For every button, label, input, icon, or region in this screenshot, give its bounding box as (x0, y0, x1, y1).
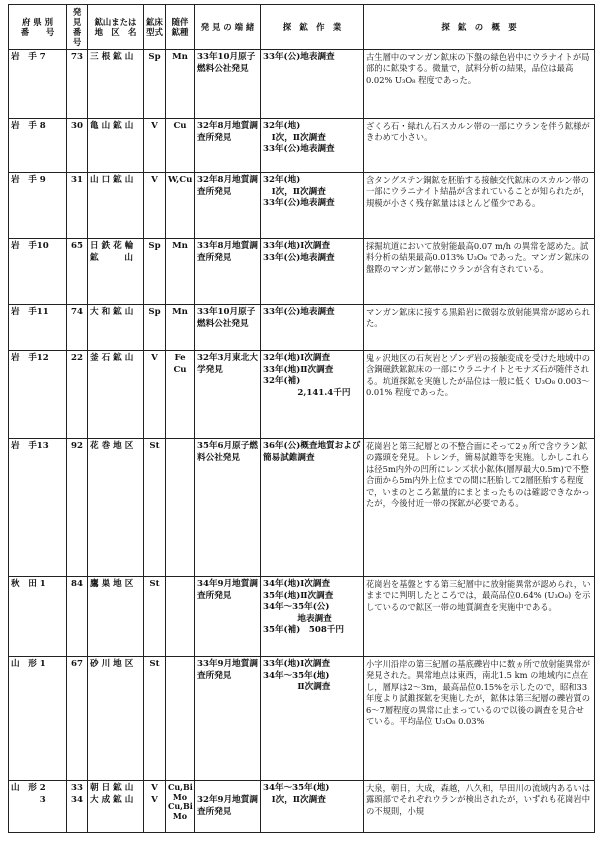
cell-type: V V (144, 781, 166, 833)
cell-origin: 32年9月地質調査所発見 (195, 781, 261, 833)
cell-work: 33年(公)地表調査 (261, 305, 364, 351)
table-row (9, 657, 595, 781)
header-exploration-work: 探 鉱 作 業 (261, 5, 364, 50)
cell-origin: 33年9月地質調査所発見 (195, 657, 261, 781)
cell-type: St (144, 577, 166, 657)
cell-origin: 33年8月地質調査所発見 (195, 239, 261, 305)
cell-pref: 山 形 2 3 (9, 781, 67, 833)
cell-summary: 大泉，朝日，大成，森越，八久和，早田川の流域内あるいは露頭部でそれぞれウランが検出されたが，いずれも花崗岩中の不規則，小規 (364, 781, 595, 833)
uranium-exploration-table (8, 4, 595, 833)
cell-name: 亀 山 鉱 山 (88, 119, 144, 173)
header-deposit-type: 鉱床 型式 (144, 5, 166, 50)
cell-mineral: Cu (166, 119, 195, 173)
cell-pref: 秋 田 1 (9, 577, 67, 657)
header-associated-mineral: 随伴 鉱種 (166, 5, 195, 50)
cell-name: 釜 石 鉱 山 (88, 351, 144, 439)
table-row (9, 50, 595, 119)
cell-pref: 岩 手11 (9, 305, 67, 351)
table-header-row (9, 5, 595, 50)
cell-num: 22 (67, 351, 88, 439)
header-pref-number: 府 県 別 番 号 (9, 5, 67, 50)
cell-origin: 32年8月地質調査所発見 (195, 119, 261, 173)
cell-work: 34年〜35年(地) Ⅰ次，Ⅱ次調査 (261, 781, 364, 833)
cell-type: St (144, 657, 166, 781)
header-exploration-summary: 探 鉱 の 概 要 (364, 5, 595, 50)
cell-pref: 山 形 1 (9, 657, 67, 781)
cell-num: 73 (67, 50, 88, 119)
cell-type: Sp (144, 239, 166, 305)
cell-name: 三 根 鉱 山 (88, 50, 144, 119)
cell-num: 31 (67, 173, 88, 239)
cell-name: 山 口 鉱 山 (88, 173, 144, 239)
cell-pref: 岩 手 8 (9, 119, 67, 173)
cell-num: 92 (67, 439, 88, 577)
cell-work: 36年(公)概査地質および簡易試錐調査 (261, 439, 364, 577)
cell-name: 日 鉄 花 輪 鉱 山 (88, 239, 144, 305)
cell-mineral (166, 439, 195, 577)
cell-num: 33 34 (67, 781, 88, 833)
cell-mineral: W,Cu (166, 173, 195, 239)
cell-type: Sp (144, 305, 166, 351)
cell-pref: 岩 手 7 (9, 50, 67, 119)
cell-name: 砂 川 地 区 (88, 657, 144, 781)
cell-pref: 岩 手 9 (9, 173, 67, 239)
cell-work: 33年(地)Ⅰ次調査 34年〜35年(地) Ⅱ次調査 (261, 657, 364, 781)
cell-pref: 岩 手10 (9, 239, 67, 305)
cell-name: 鷹 巣 地 区 (88, 577, 144, 657)
cell-work: 32年(地)Ⅰ次調査 33年(地)Ⅱ次調査 32年(補) 2,141.4千円 (261, 351, 364, 439)
cell-num: 65 (67, 239, 88, 305)
cell-origin: 34年9月地質調査所発見 (195, 577, 261, 657)
header-mine-name: 鉱山または 地 区 名 (88, 5, 144, 50)
cell-work: 34年(地)Ⅰ次調査 35年(地)Ⅱ次調査 34年〜35年(公) 地表調査 35年(補) 508千円 (261, 577, 364, 657)
cell-type: V (144, 351, 166, 439)
cell-num: 74 (67, 305, 88, 351)
cell-work: 33年(公)地表調査 (261, 50, 364, 119)
table-row (9, 305, 595, 351)
cell-mineral: Mn (166, 305, 195, 351)
cell-name: 朝 日 鉱 山 大 成 鉱 山 (88, 781, 144, 833)
cell-num: 67 (67, 657, 88, 781)
cell-num: 30 (67, 119, 88, 173)
cell-mineral: Fe Cu (166, 351, 195, 439)
header-discovery-origin: 発 見 の 端 緒 (195, 5, 261, 50)
cell-type: Sp (144, 50, 166, 119)
cell-mineral (166, 657, 195, 781)
table-row (9, 119, 595, 173)
cell-origin: 35年6月原子燃料公社発見 (195, 439, 261, 577)
cell-num: 84 (67, 577, 88, 657)
cell-type: V (144, 173, 166, 239)
cell-origin: 32年8月地質調査所発見 (195, 173, 261, 239)
cell-work: 32年(地) Ⅰ次，Ⅱ次調査 33年(公)地表調査 (261, 173, 364, 239)
cell-summary: 含タングステン銅鉱を胚胎する接触交代鉱床のスカルン帯の一部にウラニナイト結晶が含まれていることが知られたが，規模が小さく残存鉱量はほとんど僅少である。 (364, 173, 595, 239)
cell-mineral: Mn (166, 50, 195, 119)
header-discovery-number: 発見 番号 (67, 5, 88, 50)
table-row (9, 239, 595, 305)
cell-name: 大 和 鉱 山 (88, 305, 144, 351)
cell-mineral: Cu,Bi Mo Cu,Bi Mo (166, 781, 195, 833)
table-row (9, 173, 595, 239)
cell-origin: 33年10月原子燃料公社発見 (195, 305, 261, 351)
cell-mineral (166, 577, 195, 657)
cell-origin: 32年3月東北大学発見 (195, 351, 261, 439)
cell-origin: 33年10月原子燃料公社発見 (195, 50, 261, 119)
cell-summary: ざくろ石・緑れん石スカルン帯の一部にウランを伴う鉱様がきわめて小さい。 (364, 119, 595, 173)
cell-mineral: Mn (166, 239, 195, 305)
cell-name: 花 巻 地 区 (88, 439, 144, 577)
cell-summary: 花崗岩を基盤とする第三紀層中に放射能異常が認められ，いままでに判明したところでは，最高品位0.64% (U₃O₈) を示しているので鉱区一帯の地質調査を実施中である。 (364, 577, 595, 657)
cell-summary: 古生層中のマンガン鉱床の下盤の緑色岩中にウラナイトが局部的に鉱染する。微量で，試料分析の結果，品位は最高0.02% U₃O₈ 程度であった。 (364, 50, 595, 119)
cell-work: 33年(地)Ⅰ次調査 33年(公)地表調査 (261, 239, 364, 305)
table-row (9, 351, 595, 439)
cell-summary: 小字川沿岸の第三紀層の基底礫岩中に数ヵ所で放射能異常が発見された。異常地点は東西，南北1.5 km の地域内に点在し，層厚は2〜3m，最高品位0.15%を示したので，昭和33年度より試錐探鉱を実施したが，鉱体は第三紀層の礫岩質の6〜7層程度の異常に止まっているので以後の調査を見合せている。平均品位 U₃O₈ 0.03% (364, 657, 595, 781)
table-row (9, 577, 595, 657)
cell-type: St (144, 439, 166, 577)
cell-pref: 岩 手13 (9, 439, 67, 577)
cell-pref: 岩 手12 (9, 351, 67, 439)
cell-summary: 鬼ヶ沢地区の石灰岩とゾンデ岩の接触変成を受けた地域中の含銅磁鉄鉱鉱床の一部にウラニナイトとモナズ石が随伴される。坑道探鉱を実施したが品位は一般に低く U₃O₈ 0.003〜0.01% 程度であった。 (364, 351, 595, 439)
cell-summary: 花崗岩と第三紀層との不整合面にそって2ヵ所で含ウラン鉱の露頭を発見。トレンチ，簡易試錐等を実施。しかしこれらは径5m内外の凹所にレンズ状小鉱体(層厚最大0.5m)で不整合面から5m内外上位までの間に胚胎して2層胚胎する程度で，いまのところ鉱量的にまとまったものは確認できなかったが，今後付近一帯の探鉱が必要である。 (364, 439, 595, 577)
cell-type: V (144, 119, 166, 173)
cell-summary: 採掘坑道において放射能最高0.07 m/h の異常を認めた。試料分析の結果最高0.013% U₃O₈ であった。マンガン鉱床の盤際のマンガン鉱帯にウランが含有されている。 (364, 239, 595, 305)
cell-summary: マンガン鉱床に接する黒鉛岩に微弱な放射能異常が認められた。 (364, 305, 595, 351)
cell-work: 32年(地) Ⅰ次，Ⅱ次調査 33年(公)地表調査 (261, 119, 364, 173)
table-row (9, 781, 595, 833)
table-row (9, 439, 595, 577)
